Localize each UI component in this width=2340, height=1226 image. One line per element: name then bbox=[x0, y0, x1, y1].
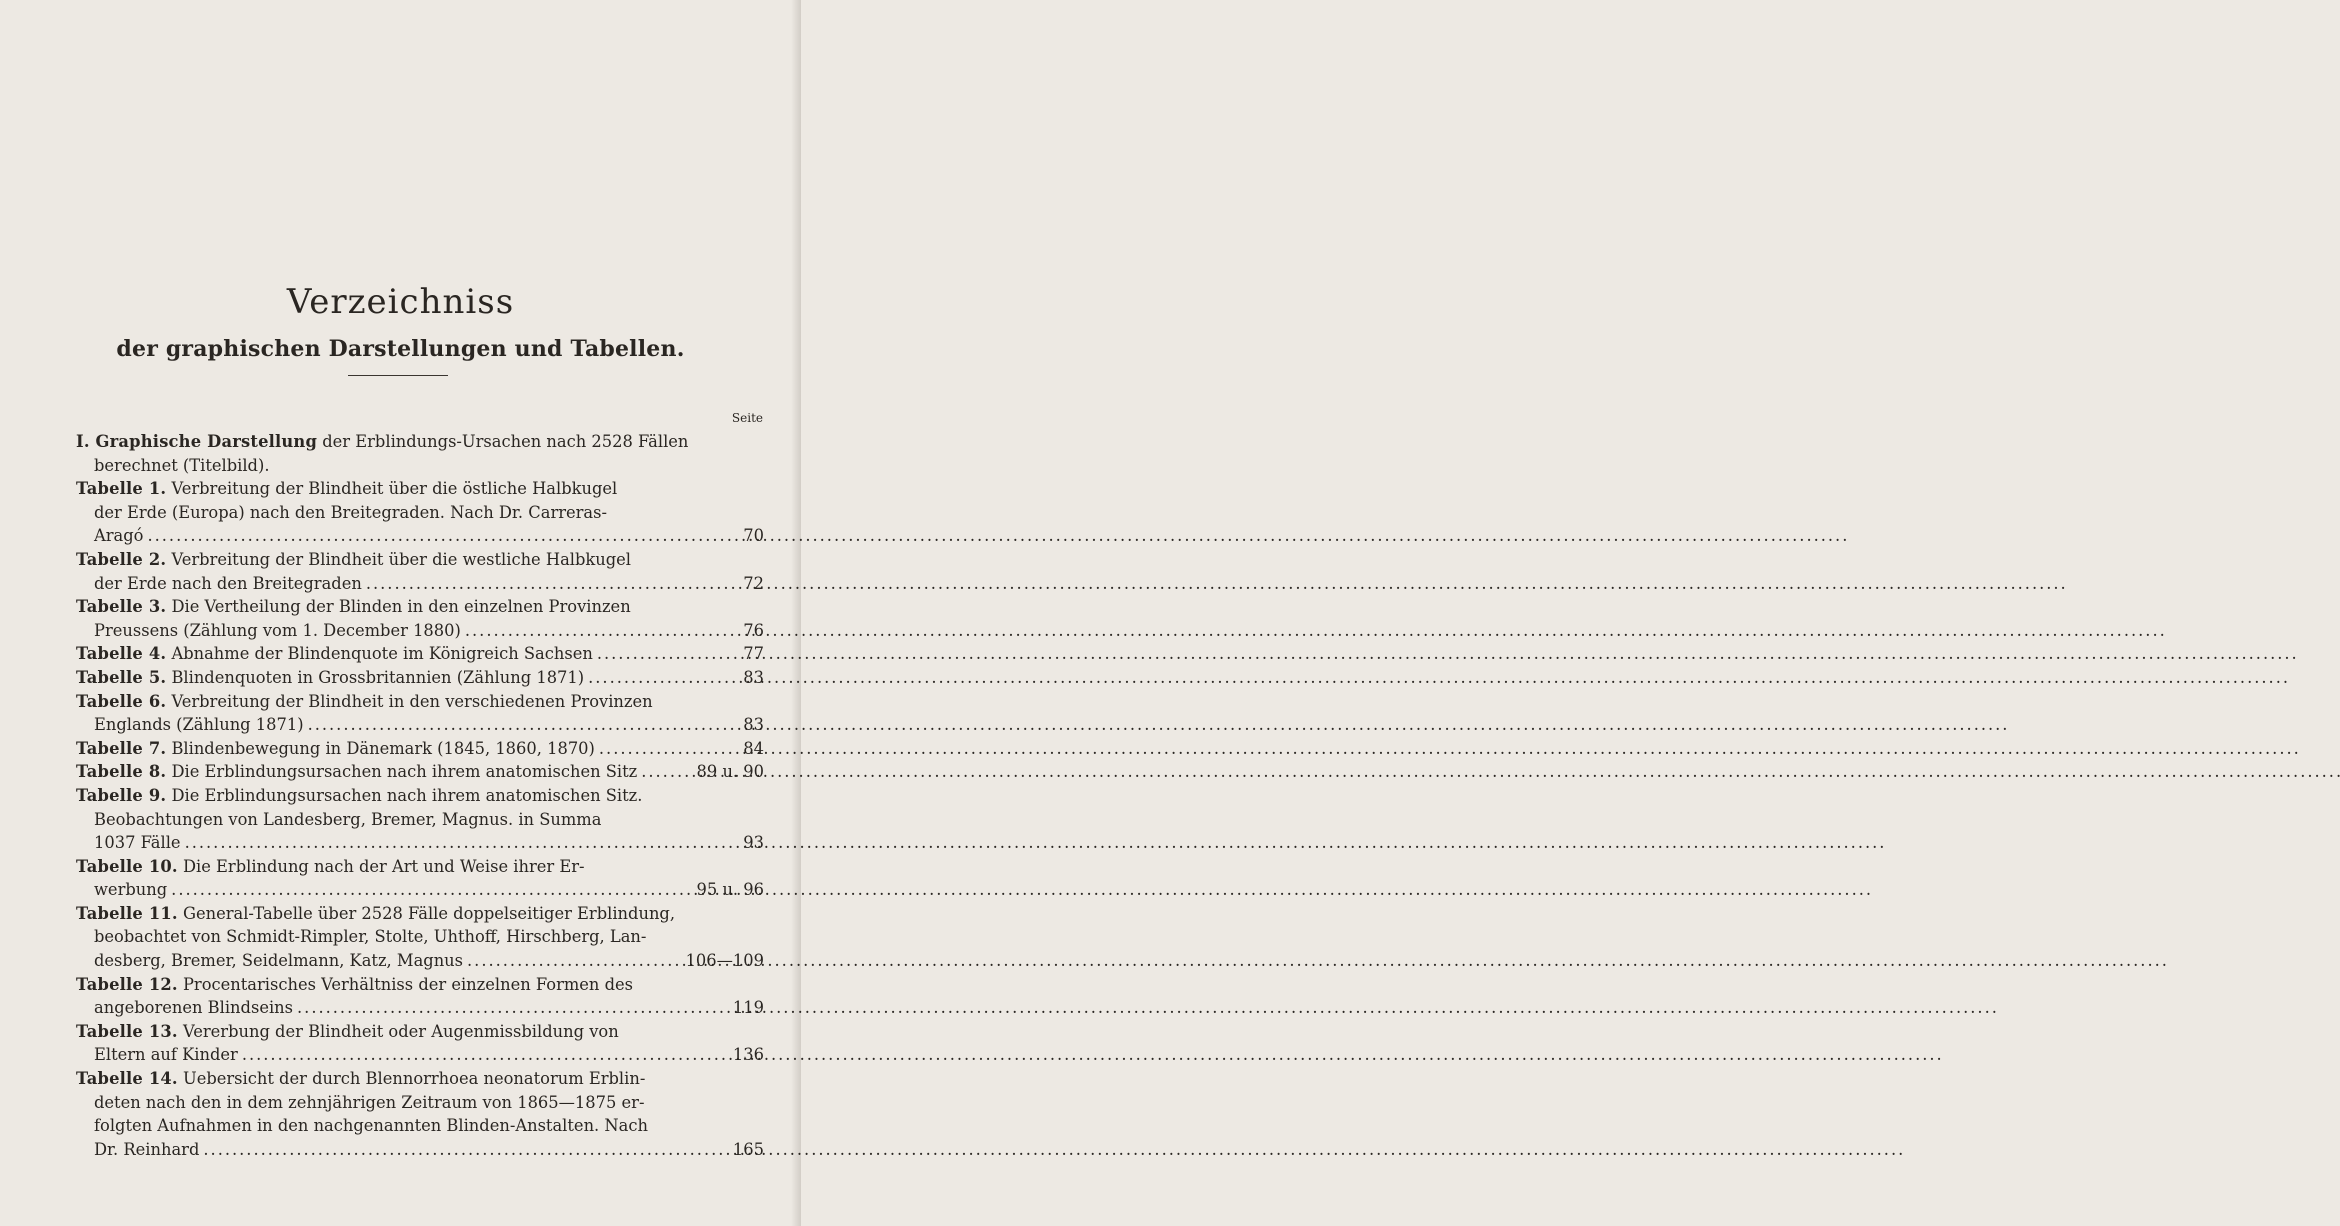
toc-entry-text bbox=[76, 855, 585, 879]
toc-entry-label: Tabelle 7. bbox=[76, 738, 167, 758]
toc-entry-line bbox=[76, 1114, 764, 1138]
toc-entry-text bbox=[94, 572, 362, 596]
toc-entry-description: werbung bbox=[94, 880, 168, 900]
toc-entry-description: Englands (Zählung 1871) bbox=[94, 715, 304, 735]
toc-entry-label: Tabelle 2. bbox=[76, 549, 167, 569]
toc-entry-line bbox=[76, 784, 764, 808]
dot-leader bbox=[147, 524, 734, 548]
toc-entry-line bbox=[76, 619, 764, 643]
toc-entry-text bbox=[76, 737, 595, 761]
toc-entry-line bbox=[76, 572, 764, 596]
toc-entry-description: Dr. Reinhard bbox=[94, 1139, 200, 1159]
toc-entry-description: General-Tabelle über 2528 Fälle doppelseitiger Erblindung, bbox=[182, 903, 676, 923]
page-subtitle: der graphischen Darstellungen und Tabellen. bbox=[116, 336, 685, 362]
table-of-contents bbox=[76, 430, 764, 1161]
toc-entry-description: Verbreitung der Blindheit in den verschiedenen Provinzen bbox=[171, 691, 653, 711]
toc-entry bbox=[76, 855, 764, 902]
toc-page-number: 89 u. 90 bbox=[696, 762, 764, 782]
toc-entry-line bbox=[76, 454, 764, 478]
toc-entry-description: der Erde (Europa) nach den Breitegraden. Nach Dr. Carreras- bbox=[94, 502, 607, 522]
toc-page-number: 165 bbox=[732, 1139, 764, 1159]
toc-entry-description: desberg, Bremer, Seidelmann, Katz, Magnus bbox=[94, 951, 464, 971]
toc-entry-text bbox=[76, 642, 593, 666]
toc-entry-line bbox=[76, 855, 764, 879]
toc-entry-text bbox=[76, 477, 617, 501]
dot-leader bbox=[465, 619, 734, 643]
toc-entry-description: Verbreitung der Blindheit über die westliche Halbkugel bbox=[171, 549, 632, 569]
toc-entry bbox=[76, 784, 764, 855]
toc-entry-description: Die Erblindung nach der Art und Weise ihrer Er- bbox=[182, 856, 585, 876]
toc-entry-text bbox=[94, 1091, 644, 1115]
toc-entry-label: Tabelle 10. bbox=[76, 856, 178, 876]
dot-leader bbox=[171, 878, 692, 902]
toc-entry-description: der Erblindungs-Ursachen nach 2528 Fällen bbox=[322, 432, 689, 451]
toc-entry-text bbox=[94, 878, 167, 902]
toc-entry-label: Tabelle 13. bbox=[76, 1021, 178, 1041]
toc-entry bbox=[76, 430, 764, 477]
toc-entry-description: Die Erblindungsursachen nach ihrem anatomischen Sitz. bbox=[171, 785, 643, 805]
toc-entry-line bbox=[76, 1138, 764, 1162]
toc-page-number: 77 bbox=[743, 644, 764, 664]
dot-leader bbox=[185, 831, 734, 855]
toc-entry-line bbox=[76, 902, 764, 926]
toc-entry-text bbox=[94, 1114, 648, 1138]
toc-entry-text bbox=[76, 666, 584, 690]
dot-leader bbox=[203, 1138, 729, 1162]
toc-entry bbox=[76, 690, 764, 737]
toc-entry-line bbox=[76, 666, 764, 690]
toc-entry bbox=[76, 760, 764, 784]
dot-leader bbox=[242, 1043, 729, 1067]
toc-page-number: 119 bbox=[732, 998, 764, 1018]
toc-entry-line bbox=[76, 808, 764, 832]
toc-entry-text bbox=[94, 949, 463, 973]
toc-entry-line bbox=[76, 477, 764, 501]
page-edge-shadow bbox=[791, 0, 801, 1226]
book-page bbox=[0, 0, 801, 1226]
toc-entry-description: Vererbung der Blindheit oder Augenmissbildung von bbox=[182, 1021, 619, 1041]
toc-entry-text bbox=[94, 925, 646, 949]
toc-entry-line bbox=[76, 595, 764, 619]
toc-entry-text bbox=[76, 760, 637, 784]
toc-entry-description: Abnahme der Blindenquote im Königreich Sachsen bbox=[171, 644, 593, 664]
toc-entry-label: Tabelle 4. bbox=[76, 644, 167, 664]
page-column-label: Seite bbox=[731, 411, 763, 425]
toc-entry-text bbox=[76, 1020, 619, 1044]
toc-page-number: 95 u. 96 bbox=[696, 880, 764, 900]
toc-entry-line bbox=[76, 996, 764, 1020]
toc-entry-description: angeborenen Blindseins bbox=[94, 998, 294, 1018]
toc-entry-text bbox=[94, 996, 293, 1020]
dot-leader bbox=[641, 760, 692, 784]
toc-entry-line bbox=[76, 548, 764, 572]
toc-page-number: 136 bbox=[732, 1045, 764, 1065]
toc-entry-line bbox=[76, 949, 764, 973]
toc-entry-line bbox=[76, 737, 764, 761]
toc-entry-description: Verbreitung der Blindheit über die östliche Halbkugel bbox=[171, 479, 618, 499]
toc-entry-text bbox=[94, 713, 304, 737]
toc-entry-description: Blindenbewegung in Dänemark (1845, 1860, 1870) bbox=[171, 738, 595, 758]
toc-entry-line bbox=[76, 878, 764, 902]
toc-entry-description: Blindenquoten in Grossbritannien (Zählung 1871) bbox=[171, 667, 585, 687]
toc-entry-line bbox=[76, 430, 764, 454]
toc-entry-text bbox=[94, 619, 461, 643]
toc-entry-line bbox=[76, 1043, 764, 1067]
toc-page-number: 83 bbox=[743, 667, 764, 687]
toc-entry-label: Tabelle 3. bbox=[76, 597, 167, 617]
toc-entry-label: Tabelle 6. bbox=[76, 691, 167, 711]
dot-leader bbox=[597, 642, 734, 666]
toc-entry-text bbox=[94, 808, 601, 832]
toc-entry-label: Tabelle 8. bbox=[76, 762, 167, 782]
toc-entry-description: 1037 Fälle bbox=[94, 833, 181, 853]
toc-entry-label: I. Graphische Darstellung bbox=[76, 432, 318, 451]
toc-entry-label: Tabelle 9. bbox=[76, 785, 167, 805]
toc-entry-text bbox=[76, 1067, 645, 1091]
toc-page-number: 93 bbox=[743, 833, 764, 853]
toc-entry-description: Procentarisches Verhältniss der einzelnen Formen des bbox=[182, 974, 633, 994]
title-divider bbox=[348, 375, 448, 376]
toc-entry-line bbox=[76, 642, 764, 666]
toc-entry-text bbox=[76, 902, 675, 926]
toc-entry-description: beobachtet von Schmidt-Rimpler, Stolte, Uhthoff, Hirschberg, Lan- bbox=[94, 927, 647, 947]
toc-entry-text bbox=[76, 784, 642, 808]
toc-page-number: 106—109 bbox=[685, 951, 764, 971]
toc-entry-line bbox=[76, 925, 764, 949]
dot-leader bbox=[599, 737, 734, 761]
toc-entry-label: Tabelle 5. bbox=[76, 667, 167, 687]
toc-entry-text bbox=[76, 595, 631, 619]
toc-page-number: 84 bbox=[743, 738, 764, 758]
toc-entry-text bbox=[94, 501, 607, 525]
page-title: Verzeichniss bbox=[286, 282, 515, 322]
toc-entry-description: Aragó bbox=[94, 526, 144, 546]
toc-entry-description: deten nach den in dem zehnjährigen Zeitraum von 1865—1875 er- bbox=[94, 1092, 645, 1112]
toc-entry-text bbox=[94, 454, 270, 478]
toc-entry-text bbox=[94, 831, 181, 855]
toc-entry-description: folgten Aufnahmen in den nachgenannten Blinden-Anstalten. Nach bbox=[94, 1116, 648, 1136]
toc-entry-description: berechnet (Titelbild). bbox=[94, 455, 270, 475]
toc-entry-label: Tabelle 14. bbox=[76, 1069, 178, 1089]
dot-leader bbox=[308, 713, 734, 737]
toc-entry-description: Die Vertheilung der Blinden in den einzelnen Provinzen bbox=[171, 597, 631, 617]
dot-leader bbox=[588, 666, 734, 690]
toc-entry-line bbox=[76, 831, 764, 855]
toc-entry-text bbox=[76, 690, 653, 714]
toc-page-number: 83 bbox=[743, 715, 764, 735]
toc-entry-label: Tabelle 11. bbox=[76, 903, 178, 923]
toc-entry bbox=[76, 902, 764, 973]
toc-entry-text bbox=[94, 1138, 199, 1162]
toc-page-number: 76 bbox=[743, 620, 764, 640]
toc-entry-description: Preussens (Zählung vom 1. December 1880) bbox=[94, 620, 461, 640]
toc-entry-line bbox=[76, 501, 764, 525]
toc-entry-line bbox=[76, 1091, 764, 1115]
toc-entry bbox=[76, 1067, 764, 1161]
toc-entry bbox=[76, 595, 764, 642]
toc-entry-text bbox=[94, 524, 143, 548]
toc-entry-line bbox=[76, 1067, 764, 1091]
toc-entry-line bbox=[76, 690, 764, 714]
dot-leader bbox=[467, 949, 682, 973]
toc-entry bbox=[76, 737, 764, 761]
toc-entry-line bbox=[76, 713, 764, 737]
toc-entry-description: Die Erblindungsursachen nach ihrem anatomischen Sitz bbox=[171, 762, 638, 782]
toc-entry bbox=[76, 973, 764, 1020]
toc-entry-description: Eltern auf Kinder bbox=[94, 1045, 238, 1065]
toc-page-number: 72 bbox=[743, 573, 764, 593]
toc-entry bbox=[76, 642, 764, 666]
dot-leader bbox=[366, 572, 734, 596]
toc-entry-line bbox=[76, 973, 764, 997]
dot-leader bbox=[297, 996, 729, 1020]
toc-entry-line bbox=[76, 524, 764, 548]
toc-entry-label: Tabelle 1. bbox=[76, 479, 167, 499]
toc-entry-text bbox=[76, 548, 631, 572]
toc-entry-description: Uebersicht der durch Blennorrhoea neonatorum Erblin- bbox=[182, 1069, 646, 1089]
toc-entry-text bbox=[76, 430, 688, 454]
toc-entry bbox=[76, 666, 764, 690]
toc-entry-text bbox=[76, 973, 633, 997]
toc-entry bbox=[76, 477, 764, 548]
toc-entry-description: der Erde nach den Breitegraden bbox=[94, 573, 362, 593]
toc-entry bbox=[76, 1020, 764, 1067]
toc-page-number: 70 bbox=[743, 526, 764, 546]
toc-entry-line bbox=[76, 1020, 764, 1044]
toc-entry-label: Tabelle 12. bbox=[76, 974, 178, 994]
toc-entry-line bbox=[76, 760, 764, 784]
toc-entry-description: Beobachtungen von Landesberg, Bremer, Magnus. in Summa bbox=[94, 809, 602, 829]
toc-entry bbox=[76, 548, 764, 595]
toc-entry-text bbox=[94, 1043, 238, 1067]
